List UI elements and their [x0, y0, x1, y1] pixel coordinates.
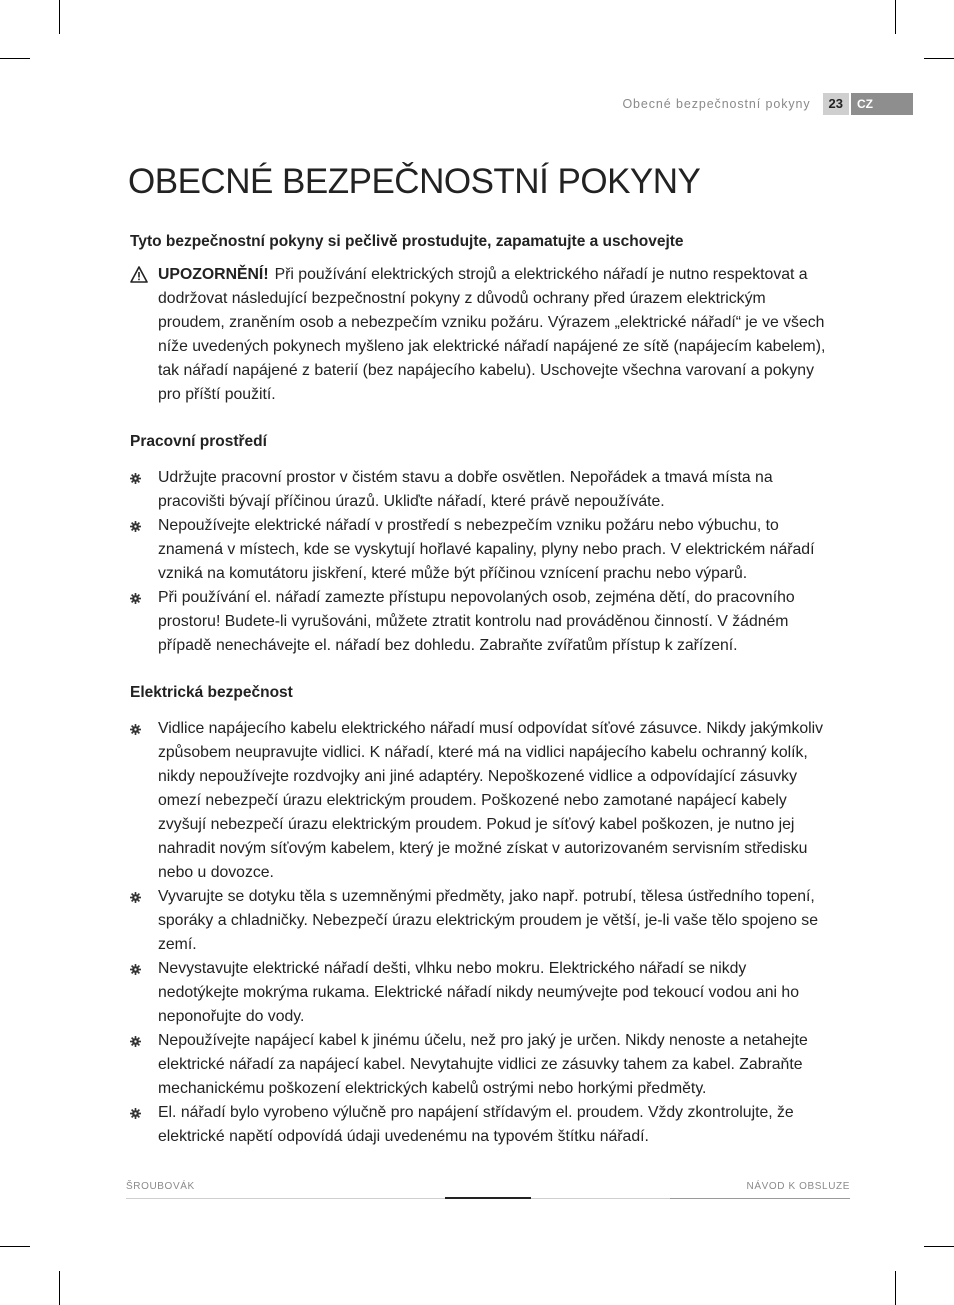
list-item [130, 466, 830, 514]
gear-bullet-icon [130, 593, 141, 604]
gear-bullet-icon [130, 964, 141, 975]
list-item-text: Nevystavujte elektrické nářadí dešti, vlhku nebo mokru. Elektrického nářadí se nikdy nedotýkejte mokrýma rukama. Elektrické nářadí nikdy neumývejte pod tekoucí vodou ani ho neponořujte do vody. [158, 960, 799, 1025]
crop-mark [924, 1246, 954, 1247]
footer-rule-accent [670, 1198, 850, 1199]
language-tab: CZ [851, 93, 913, 115]
gear-bullet-icon [130, 473, 141, 484]
footer-product: ŠROUBOVÁK [126, 1181, 195, 1192]
crop-mark [0, 1246, 30, 1247]
list-item-text: El. nářadí bylo vyrobeno výlučně pro napájení střídavým el. proudem. Vždy zkontrolujte, že elektrické napětí odpovídá údaji uvedenému na typovém štítku nářadí. [158, 1104, 794, 1145]
list-item [130, 1029, 830, 1101]
gear-bullet-icon [130, 892, 141, 903]
list-item-text: Vyvarujte se dotyku těla s uzemněnými předměty, jako např. potrubí, tělesa ústředního topení, sporáky a chladničky. Nebezpečí úrazu elektrickým proudem je větší, je-li vaše tělo spojeno se zemí. [158, 888, 818, 953]
page-number: 23 [823, 93, 849, 115]
crop-mark [0, 58, 30, 59]
list-item [130, 1101, 830, 1149]
list-item-text: Při používání el. nářadí zamezte přístupu nepovolaných osob, zejména dětí, do pracovního prostoru! Budete-li vyrušováni, můžete ztratit kontrolu nad prováděnou činností. V žádném případě nenechávejte el. nářadí bez dohledu. Zabraňte zvířatům přístup k zařízení. [158, 589, 795, 654]
crop-mark [59, 1271, 60, 1305]
gear-bullet-icon [130, 1108, 141, 1119]
footer-rule-accent [445, 1197, 531, 1199]
bullet-list [130, 466, 830, 658]
list-item-text: Nepoužívejte napájecí kabel k jinému účelu, než pro jaký je určen. Nikdy nenoste a netahejte elektrické nářadí za napájecí kabel. Nevytahujte vidlici ze zásuvky tahem za kabel. Zabraňte mechanickému poškození elektrických kabelů ostrými nebo horkými předměty. [158, 1032, 808, 1097]
list-item [130, 717, 830, 885]
crop-mark [59, 0, 60, 34]
page-title: OBECNÉ BEZPEČNOSTNÍ POKYNY [128, 162, 701, 201]
gear-bullet-icon [130, 521, 141, 532]
intro-heading: Tyto bezpečnostní pokyny si pečlivě prostudujte, zapamatujte a uschovejte [130, 233, 684, 250]
footer-manual: NÁVOD K OBSLUZE [746, 1181, 850, 1192]
warning-triangle-icon [130, 266, 148, 283]
crop-mark [895, 1271, 896, 1305]
bullet-list [130, 717, 830, 1149]
list-item-text: Udržujte pracovní prostor v čistém stavu a dobře osvětlen. Nepořádek a tmavá místa na pracovišti bývají příčinou úrazů. Ukliďte nářadí, které právě nepoužíváte. [158, 469, 773, 510]
document-body [130, 230, 830, 1149]
running-title: Obecné bezpečnostní pokyny [622, 97, 811, 111]
crop-mark [924, 58, 954, 59]
sections [130, 430, 830, 1149]
warning-label: UPOZORNĚNÍ! [158, 266, 269, 283]
list-item-text: Vidlice napájecího kabelu elektrického nářadí musí odpovídat síťové zásuvce. Nikdy jakýmkoliv způsobem neupravujte vidlici. K nářadí, které má na vidlici napájecího kabelu ochranný kolík, nikdy nepoužívejte rozdvojky ani jiné adaptéry. Nepoškozené vidlice a odpovídající zásuvky omezí nebezpečí úrazu elektrickým proudem. Poškozené nebo zamotané napájecí kabely zvyšují nebezpečí úrazu elektrickým proudem. Pokud je síťový kabel poškozen, je nutno jej nahradit novým síťovým kabelem, který je možné získat v autorizovaném servisním středisku nebo u dovozce. [158, 720, 824, 881]
running-header [622, 93, 913, 115]
gear-bullet-icon [130, 724, 141, 735]
list-item [130, 514, 830, 586]
warning-text: Při používání elektrických strojů a elektrického nářadí je nutno respektovat a dodržovat následující bezpečnostní pokyny z důvodů ochrany před úrazem elektrickým proudem, zraněním osob a nebezpečím vzniku požáru. Výrazem „elektrické nářadí“ je ve všech níže uvedených pokynech myšleno jak elektrické nářadí napájené ze sítě (napájecím kabelem), tak nářadí napájené z baterií (bez napájecího kabelu). Uschovejte všechna varovaní a pokyny pro příští použití. [158, 266, 826, 403]
warning-paragraph [130, 263, 830, 407]
list-item [130, 885, 830, 957]
list-item [130, 957, 830, 1029]
gear-bullet-icon [130, 1036, 141, 1047]
section-heading: Elektrická bezpečnost [130, 684, 293, 701]
list-item-text: Nepoužívejte elektrické nářadí v prostředí s nebezpečím vzniku požáru nebo výbuchu, to znamená v místech, kde se vyskytují hořlavé kapaliny, plyny nebo prach. V elektrickém nářadí vzniká na komutátoru jiskření, které může být příčinou vznícení prachu nebo výparů. [158, 517, 815, 582]
list-item [130, 586, 830, 658]
section-heading: Pracovní prostředí [130, 433, 267, 450]
crop-mark [895, 0, 896, 34]
